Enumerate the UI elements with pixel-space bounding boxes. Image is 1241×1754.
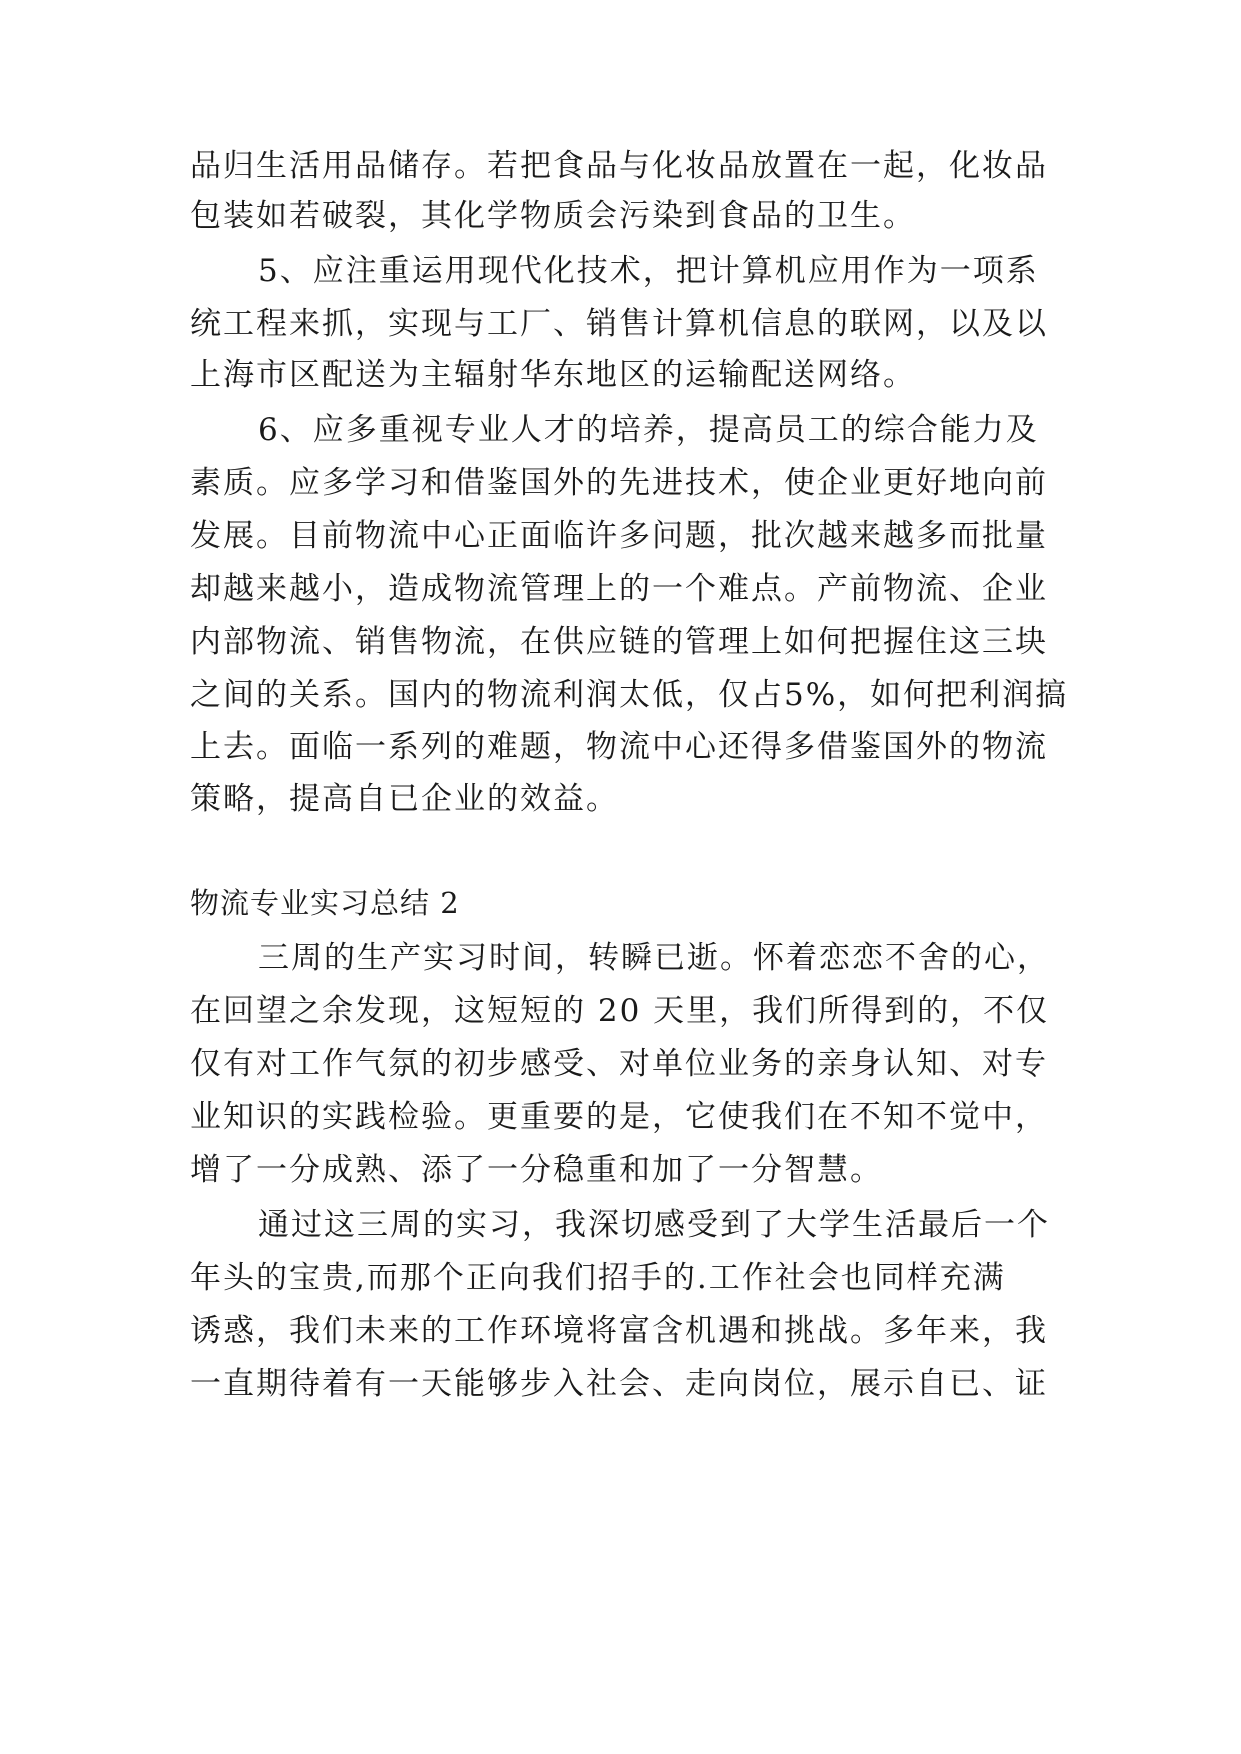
body-text-line: 上去。面临一系列的难题，物流中心还得多借鉴国外的物流 [190,729,1048,765]
body-text-line: 统工程来抓，实现与工厂、销售计算机信息的联网，以及以 [190,306,1048,342]
body-text-line: 品归生活用品储存。若把食品与化妆品放置在一起，化妆品 [190,148,1048,184]
body-text-line: 5、应注重运用现代化技术，把计算机应用作为一项系 [258,253,1039,289]
body-text-line: 增了一分成熟、添了一分稳重和加了一分智慧。 [190,1152,883,1188]
body-text-line: 素质。应多学习和借鉴国外的先进技术，使企业更好地向前 [190,465,1048,501]
body-text-line: 策略，提高自已企业的效益。 [190,781,619,817]
body-text-line: 内部物流、销售物流，在供应链的管理上如何把握住这三块 [190,624,1048,660]
body-text-line: 年头的宝贵,而那个正向我们招手的.工作社会也同样充满 [190,1260,1006,1296]
body-text-line: 仅有对工作气氛的初步感受、对单位业务的亲身认知、对专 [190,1046,1048,1082]
section-heading: 物流专业实习总结 2 [190,886,460,920]
body-text-line: 上海市区配送为主辐射华东地区的运输配送网络。 [190,357,916,393]
body-text-line: 诱惑，我们未来的工作环境将富含机遇和挑战。多年来，我 [190,1313,1048,1349]
body-text-line: 一直期待着有一天能够步入社会、走向岗位，展示自已、证 [190,1366,1048,1402]
body-text-line: 业知识的实践检验。更重要的是，它使我们在不知不觉中， [190,1099,1048,1135]
body-text-line: 发展。目前物流中心正面临许多问题，批次越来越多而批量 [190,518,1048,554]
body-text-line: 包装如若破裂，其化学物质会污染到食品的卫生。 [190,198,916,234]
body-text-line: 通过这三周的实习，我深切感受到了大学生活最后一个 [258,1207,1050,1243]
body-text-line: 三周的生产实习时间，转瞬已逝。怀着恋恋不舍的心， [258,940,1050,976]
body-text-line: 在回望之余发现，这短短的 20 天里，我们所得到的，不仅 [190,993,1050,1029]
body-text-line: 6、应多重视专业人才的培养，提高员工的综合能力及 [258,412,1039,448]
body-text-line: 之间的关系。国内的物流利润太低，仅占5%，如何把利润搞 [190,677,1069,713]
body-text-line: 却越来越小，造成物流管理上的一个难点。产前物流、企业 [190,571,1048,607]
